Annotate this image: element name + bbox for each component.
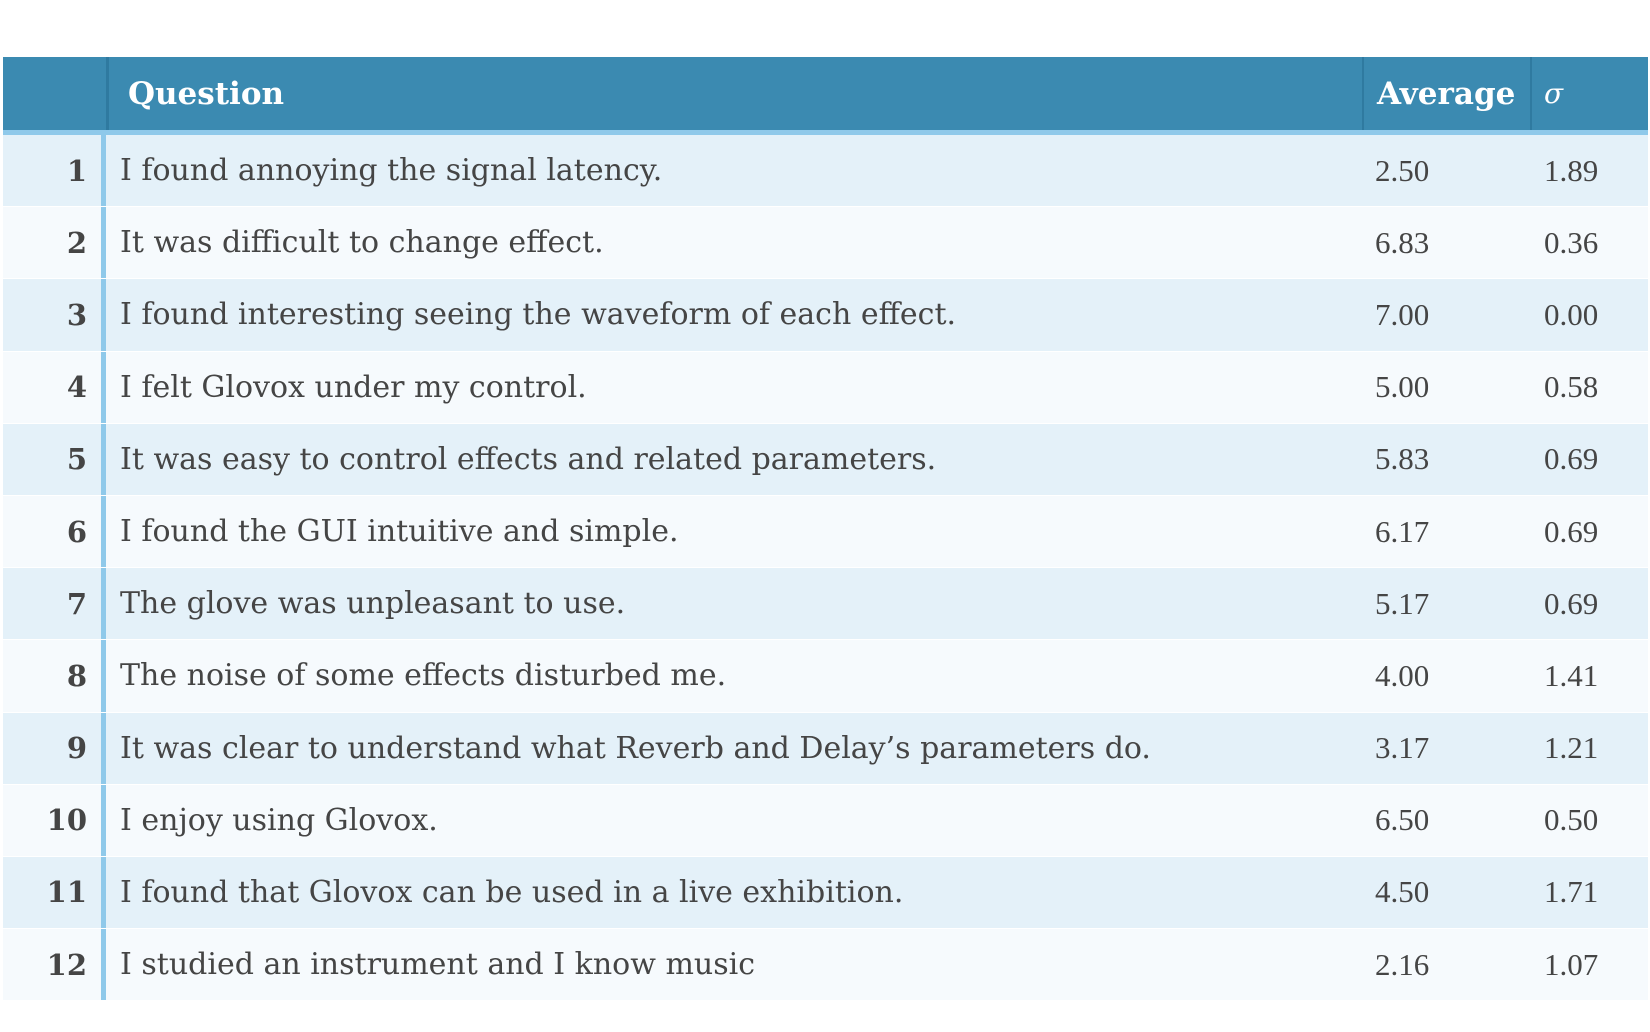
table-row bbox=[3, 496, 1648, 568]
row-number: 1 bbox=[3, 135, 106, 206]
table-body bbox=[3, 135, 1648, 1001]
row-sigma: 0.69 bbox=[1544, 513, 1599, 549]
row-question: I enjoy using Glovox. bbox=[120, 802, 438, 838]
row-sigma: 0.69 bbox=[1544, 585, 1599, 621]
row-number: 2 bbox=[3, 207, 106, 278]
row-question: I studied an instrument and I know music bbox=[120, 947, 756, 983]
row-sigma: 0.00 bbox=[1544, 296, 1599, 332]
header-sigma: σ bbox=[1544, 77, 1564, 110]
row-average: 2.50 bbox=[1375, 152, 1430, 188]
table-header bbox=[3, 57, 1648, 135]
row-sigma: 0.50 bbox=[1544, 802, 1599, 838]
row-average: 4.50 bbox=[1375, 874, 1430, 910]
table-row bbox=[3, 713, 1648, 785]
row-question: It was easy to control effects and related parameters. bbox=[120, 441, 937, 477]
table-row bbox=[3, 424, 1648, 496]
row-average: 5.00 bbox=[1375, 369, 1430, 405]
row-question: I found interesting seeing the waveform of each effect. bbox=[120, 297, 957, 333]
row-sigma: 0.36 bbox=[1544, 224, 1599, 260]
table-row bbox=[3, 857, 1648, 929]
row-question: The glove was unpleasant to use. bbox=[120, 586, 626, 622]
row-average: 5.17 bbox=[1375, 585, 1430, 621]
row-sigma: 1.07 bbox=[1544, 946, 1599, 982]
row-question: I found annoying the signal latency. bbox=[120, 153, 663, 189]
table-row bbox=[3, 785, 1648, 857]
row-number: 11 bbox=[3, 857, 106, 928]
survey-results-table bbox=[3, 57, 1648, 1001]
row-average: 3.17 bbox=[1375, 730, 1430, 766]
row-number: 3 bbox=[3, 279, 106, 350]
table-row bbox=[3, 279, 1648, 351]
table-row bbox=[3, 568, 1648, 640]
row-sigma: 1.21 bbox=[1544, 730, 1599, 766]
row-question: I felt Glovox under my control. bbox=[120, 369, 587, 405]
table-row bbox=[3, 352, 1648, 424]
row-average: 2.16 bbox=[1375, 946, 1430, 982]
row-number: 9 bbox=[3, 713, 106, 784]
row-question: It was clear to understand what Reverb and Delay’s parameters do. bbox=[120, 730, 1151, 766]
row-number: 5 bbox=[3, 424, 106, 495]
row-sigma: 1.89 bbox=[1544, 152, 1599, 188]
table-row bbox=[3, 640, 1648, 712]
row-number: 8 bbox=[3, 640, 106, 711]
row-average: 4.00 bbox=[1375, 657, 1430, 693]
header-number-cell bbox=[3, 57, 109, 130]
row-average: 6.83 bbox=[1375, 224, 1430, 260]
row-question: The noise of some effects disturbed me. bbox=[120, 658, 727, 694]
header-question: Question bbox=[128, 75, 285, 112]
row-number: 4 bbox=[3, 352, 106, 423]
row-sigma: 0.69 bbox=[1544, 441, 1599, 477]
row-question: It was difficult to change effect. bbox=[120, 225, 604, 261]
table-row bbox=[3, 135, 1648, 207]
row-question: I found the GUI intuitive and simple. bbox=[120, 514, 679, 550]
row-sigma: 0.58 bbox=[1544, 369, 1599, 405]
row-number: 6 bbox=[3, 496, 106, 567]
row-number: 7 bbox=[3, 568, 106, 639]
row-question: I found that Glovox can be used in a live exhibition. bbox=[120, 874, 904, 910]
row-number: 12 bbox=[3, 929, 106, 1000]
table-row bbox=[3, 207, 1648, 279]
row-sigma: 1.41 bbox=[1544, 657, 1599, 693]
row-average: 5.83 bbox=[1375, 441, 1430, 477]
row-number: 10 bbox=[3, 785, 106, 856]
row-average: 6.50 bbox=[1375, 802, 1430, 838]
row-average: 7.00 bbox=[1375, 296, 1430, 332]
row-average: 6.17 bbox=[1375, 513, 1430, 549]
header-average: Average bbox=[1362, 57, 1532, 130]
row-sigma: 1.71 bbox=[1544, 874, 1599, 910]
table-row bbox=[3, 929, 1648, 1001]
